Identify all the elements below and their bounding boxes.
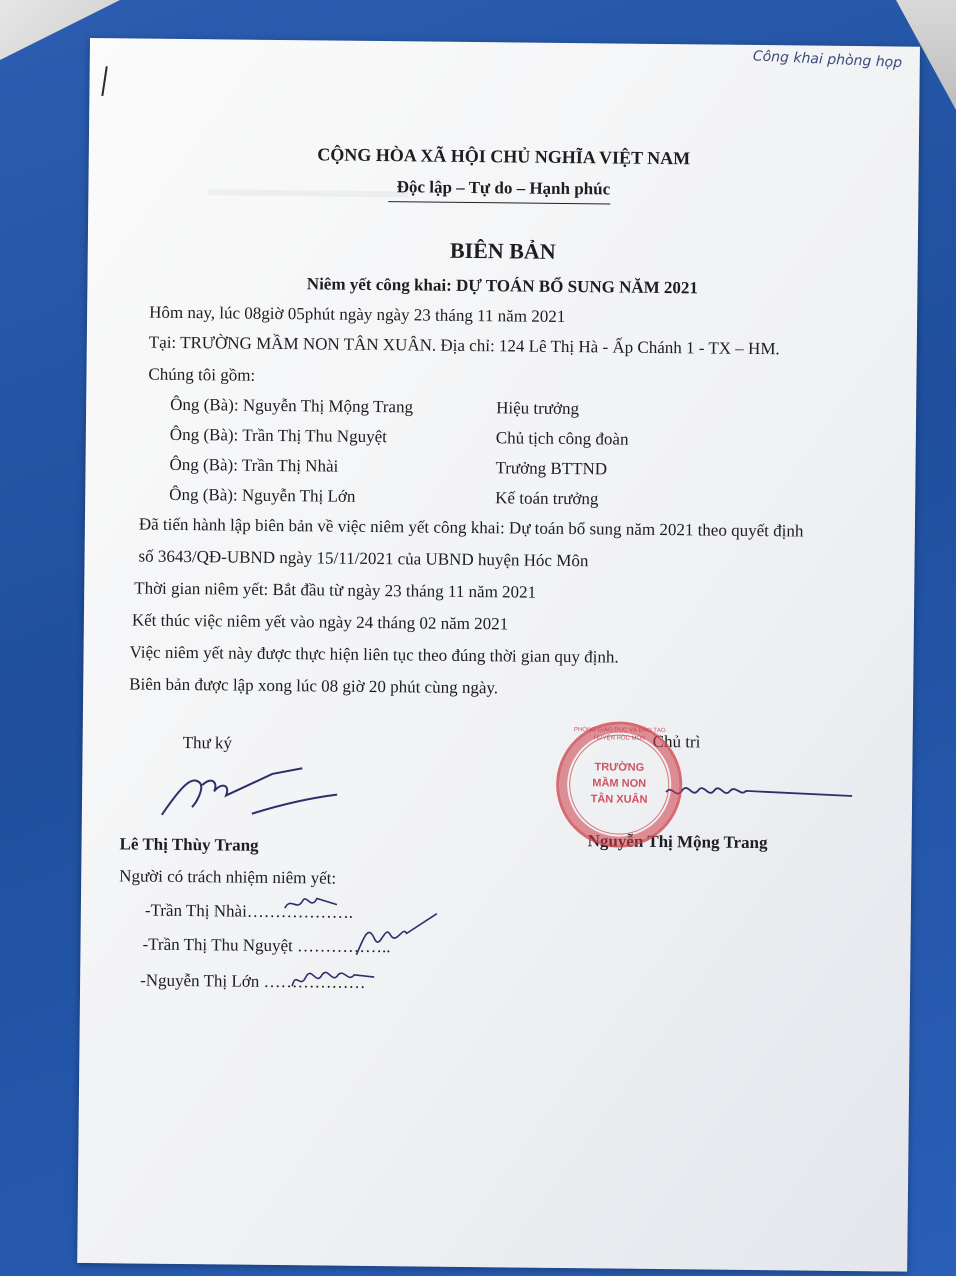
member-role: Chủ tịch công đoàn [495, 428, 629, 449]
body-paragraph: Đã tiến hành lập biên bản về việc niêm yết công khai: Dự toán bổ sung năm 2021 theo quyết định [138, 514, 804, 541]
body-paragraph: Kết thúc việc niêm yết vào ngày 24 tháng 02 năm 2021 [131, 610, 509, 634]
signature-nhai [281, 886, 341, 917]
secretary-signature [152, 755, 343, 827]
secretary-name: Lê Thị Thùy Trang [119, 834, 259, 855]
member-role: Trưởng BTTND [495, 458, 608, 479]
stamp-line: MẦM NON [592, 777, 647, 790]
responsible-label: Người có trách nhiệm niêm yết: [119, 866, 337, 888]
chair-label: Chủ trì [652, 731, 701, 752]
motto-underline [388, 201, 610, 204]
stamp-ring-text: PHÒNG GIÁO DỤC VÀ ĐÀO TẠO HUYỆN HÓC MÔN [573, 727, 666, 742]
handwritten-note: Công khai phòng họp [752, 48, 903, 72]
official-stamp [556, 721, 683, 848]
margin-mark [101, 66, 107, 96]
document-subtitle: Niêm yết công khai: DỰ TOÁN BỔ SUNG NĂM 2021 [306, 274, 699, 298]
signature-nguyet [350, 905, 441, 966]
member-role: Hiệu trưởng [496, 398, 580, 419]
member-role: Kế toán trưởng [495, 488, 599, 509]
document-page [77, 38, 920, 1272]
chair-name: Nguyễn Thị Mộng Trang [587, 831, 768, 853]
chair-signature [662, 772, 862, 814]
date-line: Hôm nay, lúc 08giờ 05phút ngày ngày 23 tháng 11 năm 2021 [149, 302, 566, 326]
member-name: Ông (Bà): Nguyễn Thị Mộng Trang [170, 394, 414, 417]
motto: Độc lập – Tự do – Hạnh phúc [396, 177, 611, 199]
responsible-person: -Trần Thị Thu Nguyệt …………….. [142, 934, 391, 957]
body-paragraph: số 3643/QĐ-UBND ngày 15/11/2021 của UBND huyện Hóc Môn [138, 546, 589, 571]
member-name: Ông (Bà): Trần Thị Nhài [169, 454, 339, 476]
country-header: CỘNG HÒA XÃ HỘI CHỦ NGHĨA VIỆT NAM [317, 144, 691, 169]
responsible-person: -Trần Thị Nhài………………. [144, 900, 354, 922]
document-title: BIÊN BẢN [449, 237, 556, 264]
member-name: Ông (Bà): Nguyễn Thị Lớn [169, 484, 356, 506]
stamp-line: TRƯỜNG [594, 761, 645, 774]
place-line: Tại: TRƯỜNG MẦM NON TÂN XUÂN. Địa chỉ: 124 Lê Thị Hà - Ấp Chánh 1 - TX – HM. [148, 332, 780, 359]
responsible-person: -Nguyễn Thị Lớn ……………… [140, 970, 366, 992]
stamp-line: TÂN XUÂN [590, 793, 648, 806]
body-paragraph: Biên bản được lập xong lúc 08 giờ 20 phút cùng ngày. [129, 674, 499, 698]
body-paragraph: Việc niêm yết này được thực hiện liên tục theo đúng thời gian quy định. [129, 642, 619, 667]
member-name: Ông (Bà): Trần Thị Thu Nguyệt [169, 424, 388, 447]
members-intro: Chúng tôi gồm: [148, 364, 256, 385]
secretary-label: Thư ký [182, 733, 233, 753]
signature-lon [288, 960, 378, 995]
body-paragraph: Thời gian niêm yết: Bắt đầu từ ngày 23 tháng 11 năm 2021 [134, 578, 537, 602]
